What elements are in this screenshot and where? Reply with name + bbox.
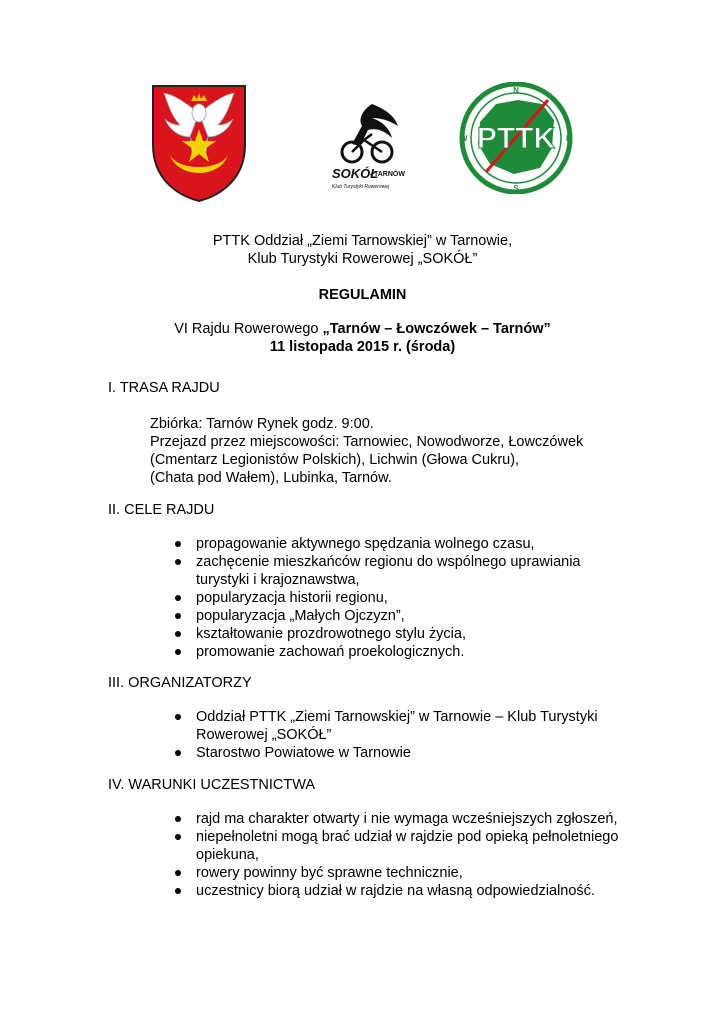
section-4-heading: IV. WARUNKI UCZESTNICTWA [108, 777, 316, 793]
event-prefix: VI Rajdu Rowerowego [174, 321, 323, 337]
list-item: popularyzacja „Małych Ojczyzn”, [0, 607, 626, 625]
event-title [0, 320, 725, 338]
coat-of-arms-icon [150, 83, 248, 203]
bullet-icon [175, 649, 181, 655]
list-item: zachęcenie mieszkańców regionu do wspólnego uprawiania turystyki i krajoznawstwa, [0, 553, 626, 589]
list-item: kształtowanie prozdrowotnego stylu życia, [0, 625, 626, 643]
section-1-heading: I. TRASA RAJDU [108, 380, 220, 396]
event-name: „Tarnów – Łowczówek – Tarnów” [322, 321, 551, 337]
pttk-e: E [566, 134, 572, 143]
bullet-icon [175, 595, 181, 601]
cyclist-bird-icon [330, 100, 405, 192]
document-title: REGULAMIN [318, 287, 407, 303]
list-item: Starostwo Powiatowe w Tarnowie [0, 744, 626, 762]
pttk-letters: PTTK [476, 122, 556, 155]
route-line: Przejazd przez miejscowości: Tarnowiec, Nowodworze, Łowczówek [150, 434, 584, 450]
list-item: popularyzacja historii regionu, [0, 589, 626, 607]
section-2-heading: II. CELE RAJDU [108, 502, 215, 518]
bullet-icon [175, 541, 181, 547]
bullet-icon [175, 750, 181, 756]
bullet-icon [175, 834, 181, 840]
sokol-subtitle: Klub Turystyki Rowerowej [332, 184, 390, 190]
pttk-compass-icon [456, 82, 576, 194]
bullet-icon [175, 870, 181, 876]
list-item: Oddział PTTK „Ziemi Tarnowskiej” w Tarnowie – Klub Turystyki Rowerowej „SOKÓŁ” [0, 708, 626, 744]
list-item: niepełnoletni mogą brać udział w rajdzie pod opieką pełnoletniego opiekuna, [0, 828, 626, 864]
bullet-icon [175, 888, 181, 894]
section-3-heading: III. ORGANIZATORZY [108, 675, 252, 691]
list-item: propagowanie aktywnego spędzania wolnego czasu, [0, 535, 626, 553]
route-line: Zbiórka: Tarnów Rynek godz. 9:00. [150, 416, 374, 432]
org-line-2: Klub Turystyki Rowerowej „SOKÓŁ” [247, 251, 478, 267]
pttk-n: N [513, 86, 519, 95]
sokol-city: TARNÓW [374, 171, 405, 178]
route-line: (Cmentarz Legionistów Polskich), Lichwin (Głowa Cukru), [150, 452, 520, 468]
pttk-w: W [460, 134, 468, 143]
list-item: promowanie zachowań proekologicznych. [0, 643, 626, 661]
pttk-s: S [513, 184, 519, 193]
list-item: rowery powinny być sprawne technicznie, [0, 864, 626, 882]
bullet-icon [175, 631, 181, 637]
bullet-icon [175, 816, 181, 822]
org-line-1: PTTK Oddział „Ziemi Tarnowskiej” w Tarnowie, [212, 233, 513, 249]
sokol-name: SOKÓŁ [332, 166, 379, 181]
bullet-icon [175, 613, 181, 619]
list-item: uczestnicy biorą udział w rajdzie na własną odpowiedzialność. [0, 882, 626, 900]
bullet-icon [175, 559, 181, 565]
route-line: (Chata pod Wałem), Lubinka, Tarnów. [150, 470, 392, 486]
goals-list [0, 535, 626, 661]
bullet-icon [175, 714, 181, 720]
list-item: rajd ma charakter otwarty i nie wymaga wcześniejszych zgłoszeń, [0, 810, 626, 828]
organizers-list [0, 708, 626, 762]
event-date: 11 listopada 2015 r. (środa) [269, 339, 456, 355]
conditions-list [0, 810, 626, 900]
